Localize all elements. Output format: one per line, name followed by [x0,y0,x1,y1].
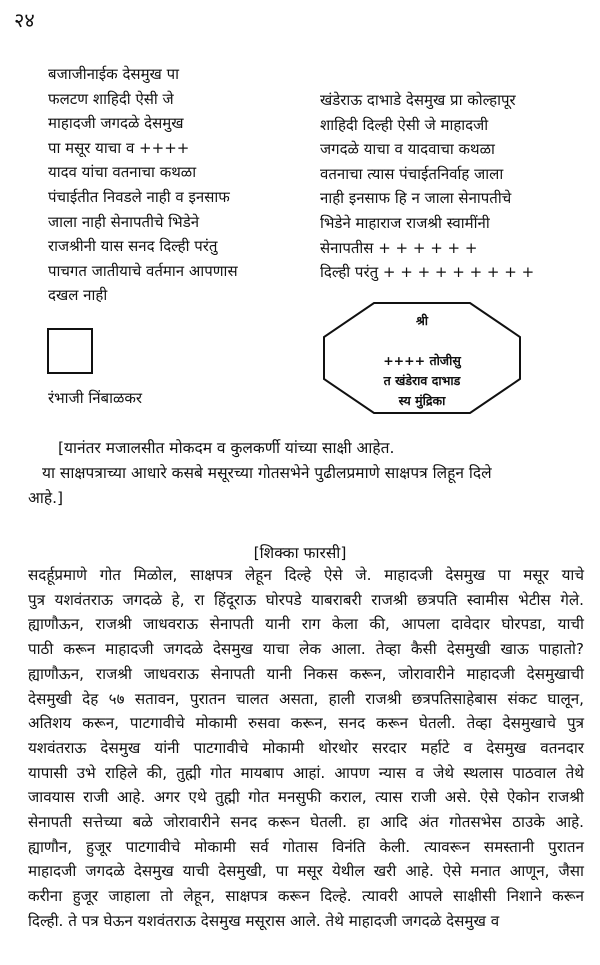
left-column-line: पाचगत जातीयाचे वर्तमान आपणास [48,261,238,280]
right-column-line: नाही इनसाफ हि न जाला सेनापतीचे [320,189,512,208]
left-column-line: जाला नाही सेनापतीचे भिडेने [48,212,200,231]
left-column-line: पंचाईतीत निवडले नाही व इनसाफ [48,187,230,206]
body-line-line: सेनापती सत्तेच्या बळे जोरावारीने सनद करून घेतली. हा आदि अंत गोतसभेस ठाउके आहे. [28,813,584,832]
right-column-line: भिडेने माहाराज राजश्री स्वामींनी [320,213,490,232]
body-line-line: जावयास राजी आहे. अगर एथे तुह्मी गोत मनसुफी कराल, त्यास राजी असे. ऐसे ऐकोन राजश्री [28,788,584,807]
left-column-line: राजश्रीनी यास सनद दिल्ही परंतु [48,237,218,256]
left-column-line: माहादजी जगदळे देसमुख [48,114,184,133]
right-column [320,88,534,285]
body-line-line: ह्याणौन, हुजूर पाटगावीचे मोकामी सर्व गोतास विनंति केली. त्यावरून समस्तानी पुरातन [28,837,584,856]
section-heading: [शिक्का फारसी] [253,544,347,562]
left-column-line: यादव यांचा वतनाचा कथळा [48,163,197,182]
body-line-line: ह्याणौऊन, राजश्री जाधवराऊ सेनापती यानी निकस करून, जोरावारीने माहादजी देसमुखाची [28,664,584,683]
left-column [48,62,238,308]
right-column-line: शाहिदी दिल्ही ऐसी जे माहादजी [320,115,489,134]
seal-line-2: ++++ तोजीसु [383,353,461,368]
seal-line-1: श्री [415,313,429,328]
body-line-line: सदर्हूप्रमाणे गोत मिळोल, साक्षपत्र लेहून दिल्हे ऐसे जे. माहादजी देसमुख पा मसूर याचे [28,566,584,584]
right-column-line: खंडेराऊ दाभाडे देसमुख प्रा कोल्हापूर [320,91,516,109]
right-column-line: वतनाचा त्यास पंचाईतनिर्वाह जाला [320,164,504,183]
seal-line-3: त खंडेराव दाभाड [383,373,461,388]
body-line-line: देसमुखी देह ५७ सतावन, पुरातन चालत असता, हाली राजश्री छत्रपतिसाहेबास संकट घालून, [28,689,584,708]
left-column-line: पा मसूर याचा व ++++ [48,138,190,157]
body-line-line: पाठी करून माहादजी जगदळे देसमुख याचा लेक आला. तेव्हा कैसी देसमुखी खाऊ पाहातो? [28,640,584,659]
body-line-line: करीना हुजूर जाहाला तो लेहून, साक्षपत्र करून दिल्हे. त्यावरी आपले साक्षीसी निशाने करून [28,887,584,906]
right-column-line: सेनापतीस + + + + + + [320,238,478,257]
seal-line-4: स्य मुंद्रिका [398,393,446,408]
body-line-line: ह्याणौऊन, राजश्री जाधवराऊ सेनापती यानी राग केला की, आपला दावेदार घोरपडा, याची [28,615,584,634]
body-line-line: दिल्ही. ते पत्र घेऊन यशवंतराऊ देसमुख मसूरास आले. तेथे माहादजी जगदळे देसमुख व [28,911,500,930]
body-line-line: माहादजी जगदळे देसमुख याची देसमुखी, पा मसूर येथील खरी आहे. ऐसे मनात आणून, जैसा [28,862,584,881]
body-line-line: अतिशय करून, पाटगावीचे मोकामी रुसवा करून, सनद करून घेतली. तेव्हा देसमुखाचे पुत्र [28,714,584,733]
left-column-line: दखल नाही [48,286,108,305]
body-line-line: पुत्र यशवंतराऊ जगदळे हे, रा हिंदूराऊ घोरपडे याबराबरी राजश्री छत्रपति स्वामीस भेटीस गेले. [28,590,584,609]
square-seal-mark [47,328,93,374]
left-column-line: बजाजीनाईक देसमुख पा [48,65,179,83]
body-paragraph [28,563,584,934]
note-line: आहे.] [28,489,64,507]
right-column-line: दिल्ही परंतु + + + + + + + + + [320,263,535,282]
body-line-line: यापासी उभे राहिले की, तुह्मी गोत मायबाप आहां. आपण न्यास व जेथे स्थलास पाठवाल तेथे [28,763,584,782]
note-line: या साक्षपत्राच्या आधारे कसबे मसूरच्या गोतसभेने पुढीलप्रमाणे साक्षपत्र लिहून दिले [42,464,492,482]
body-line-line: यशवंतराऊ देसमुख यांनी पाटगावीचे मोकामी थोरथोर सरदार मर्हाटे व देसमुख वतनदार [28,738,584,757]
signer-name: रंभाजी निंबाळकर [48,389,143,407]
right-column-line: जगदळे याचा व यादवाचा कथळा [320,140,495,159]
note-line: [यानंतर मजालसीत मोकदम व कुलकर्णी यांच्या साक्षी आहेत. [58,439,395,457]
left-column-line: फलटण शाहिदी ऐसी जे [48,89,174,108]
page-number: २४ [14,8,35,32]
